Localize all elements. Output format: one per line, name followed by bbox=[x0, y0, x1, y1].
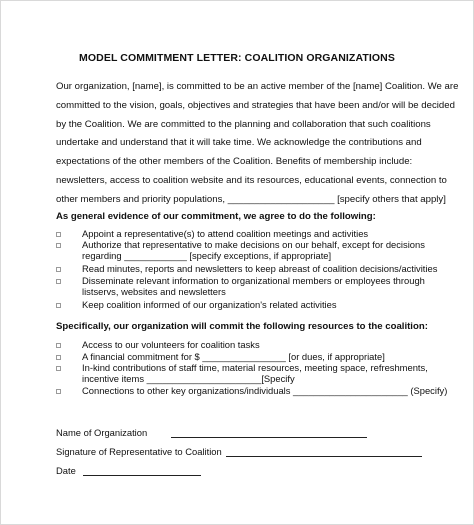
checkbox[interactable] bbox=[56, 232, 61, 237]
checkbox[interactable] bbox=[56, 243, 61, 248]
list-item-text: In-kind contributions of staff time, material resources, meeting space, refreshments, bbox=[82, 362, 428, 373]
list-item-text: Appoint a representative(s) to attend coalition meetings and activities bbox=[82, 228, 369, 239]
checkbox[interactable] bbox=[56, 279, 61, 284]
checkbox[interactable] bbox=[56, 343, 61, 348]
date-label: Date bbox=[56, 465, 76, 476]
intro-line: Our organization, [name], is committed to be an active member of the [name] Coalition. We are bbox=[56, 81, 459, 92]
intro-line: other members and priority populations, ____________________ [specify others that apply] bbox=[56, 193, 446, 205]
date-line[interactable] bbox=[83, 475, 201, 476]
list-item-text: Keep coalition informed of our organization's related activities bbox=[82, 299, 337, 310]
list-item-text: Read minutes, reports and newsletters to keep abreast of coalition decisions/activities bbox=[82, 263, 438, 274]
checkbox[interactable] bbox=[56, 355, 61, 360]
organization-name-row bbox=[56, 427, 147, 438]
organization-name-label: Name of Organization bbox=[56, 427, 148, 438]
list-item-text: Authorize that representative to make decisions on our behalf, except for decisions bbox=[82, 239, 425, 250]
intro-line: by the Coalition. We are committed to the planning and collaboration that such coalitions bbox=[56, 118, 431, 130]
representative-signature-line[interactable] bbox=[226, 456, 422, 457]
intro-paragraph bbox=[56, 78, 459, 210]
list-item-text: Disseminate relevant information to organizational members or employees through bbox=[82, 275, 425, 286]
document-title: MODEL COMMITMENT LETTER: COALITION ORGANIZATIONS bbox=[79, 52, 395, 64]
list-item-text: listservs, websites and newsletters bbox=[82, 286, 226, 297]
section-resources-heading: Specifically, our organization will commit the following resources to the coalition: bbox=[56, 321, 428, 332]
organization-name-line[interactable] bbox=[171, 437, 367, 438]
representative-signature-row bbox=[56, 446, 222, 457]
checkbox[interactable] bbox=[56, 267, 61, 272]
list-item-text: regarding ____________ [specify exceptions, if appropriate] bbox=[82, 250, 332, 261]
intro-line: undertake and understand that it will take time. We acknowledge the contributions and bbox=[56, 137, 422, 149]
section-general-heading: As general evidence of our commitment, we agree to do the following: bbox=[56, 211, 376, 222]
representative-signature-label: Signature of Representative to Coalition bbox=[56, 446, 222, 457]
intro-line: committed to the vision, goals, objectives and strategies that have been and/or will be decided bbox=[56, 99, 455, 111]
list-item-text: Access to our volunteers for coalition tasks bbox=[82, 339, 260, 350]
list-item-text: incentive items ______________________[Specify bbox=[82, 373, 295, 384]
date-row bbox=[56, 465, 76, 476]
checkbox[interactable] bbox=[56, 389, 61, 394]
intro-line: newsletters, access to coalition website and its resources, educational events, connection to bbox=[56, 174, 447, 186]
list-item-text: A financial commitment for $ ________________ [or dues, if appropriate] bbox=[82, 351, 385, 362]
list-item-text: Connections to other key organizations/individuals ______________________ (Specify) bbox=[82, 385, 448, 396]
checkbox[interactable] bbox=[56, 303, 61, 308]
checkbox[interactable] bbox=[56, 366, 61, 371]
intro-line: expectations of the other members of the Coalition. Benefits of membership include: bbox=[56, 156, 413, 168]
